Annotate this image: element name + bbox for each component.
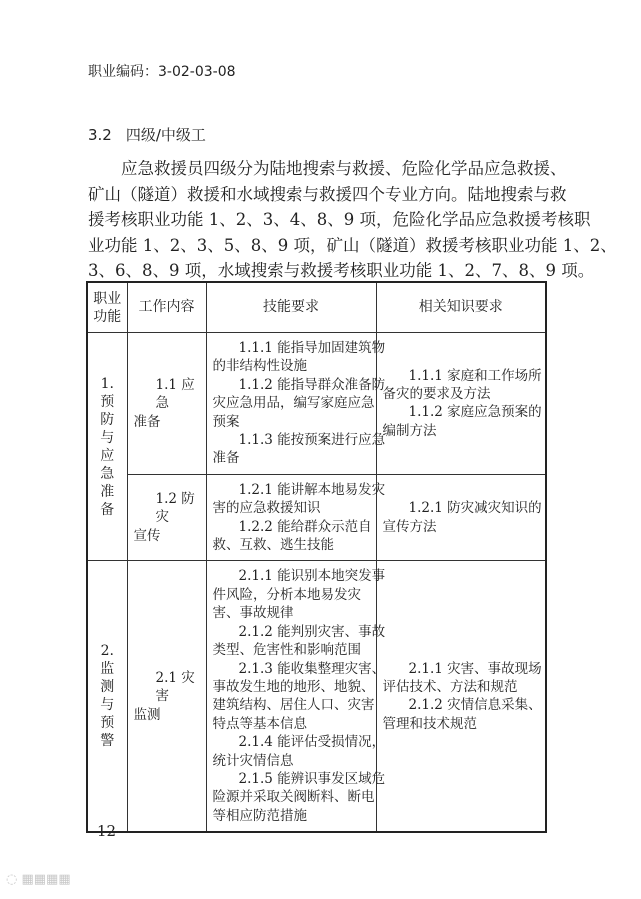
paragraph-line: 矿山（隧道）救援和水域搜索与救援四个专业方向。陆地搜索与救 [88, 184, 567, 204]
skill-text: 1.1.2 能指导群众准备防 [238, 376, 386, 393]
knowledge-text: 1.2.1 防灾减灾知识的 [408, 500, 542, 517]
skill-text: 1.2.1 能讲解本地易发灾 [238, 481, 386, 498]
skill-text: 统计灾情信息 [212, 752, 294, 769]
knowledge-cell [376, 561, 546, 832]
knowledge-text: 备灾的要求及方法 [382, 386, 491, 403]
knowledge-text: 宣传方法 [382, 518, 437, 535]
watermark-logo-icon: ◌ ▦▦▦▦ [6, 872, 71, 887]
function-text: 预 [100, 393, 115, 410]
header-skill: 技能要求 [206, 282, 376, 333]
function-text: 警 [100, 733, 115, 750]
paragraph-line: 业功能 1、2、3、5、8、9 项，矿山（隧道）救援考核职业功能 1、2、 [88, 235, 617, 255]
work-text: 监测 [133, 706, 161, 723]
function-text: 急 [100, 465, 115, 482]
skill-text: 险源并采取关阀断料、断电 [212, 789, 375, 806]
knowledge-cell [376, 333, 546, 475]
work-content-cell [127, 474, 206, 561]
skill-text: 件风险，分析本地易发灾 [212, 586, 361, 603]
knowledge-text: 2.1.2 灾情信息采集、 [408, 697, 542, 714]
skill-text: 的非结构性设施 [212, 358, 307, 375]
function-text: 应 [100, 447, 115, 464]
skill-text: 2.1.3 能收集整理灾害、 [238, 660, 386, 677]
paragraph-line: 3、6、8、9 项，水域搜索与救援考核职业功能 1、2、7、8、9 项。 [88, 261, 595, 280]
knowledge-text: 2.1.1 灾害、事故现场 [408, 660, 542, 677]
header-knowledge: 相关知识要求 [376, 282, 546, 333]
section-number: 3.2 [88, 126, 112, 144]
work-text: 2.1 灾害 [155, 669, 195, 705]
skill-text: 1.1.1 能指导加固建筑物 [238, 340, 386, 356]
function-cell [87, 333, 127, 561]
table-row [87, 561, 546, 832]
work-text: 宣传 [133, 527, 161, 544]
skill-text: 预案 [212, 413, 240, 430]
skills-table [86, 281, 547, 833]
work-text: 准备 [133, 413, 161, 430]
work-content-cell [127, 561, 206, 832]
table-row [87, 474, 546, 561]
header-function [87, 282, 127, 333]
knowledge-text: 编制方法 [382, 422, 437, 439]
occupation-code: 职业编码：3-02-03-08 [88, 64, 236, 80]
skill-text: 1.2.2 能给群众示范自 [238, 518, 372, 535]
skill-text: 2.1.1 能识别本地突发事 [238, 568, 386, 585]
skill-text: 救、互救、逃生技能 [212, 537, 334, 554]
function-text: 测 [100, 679, 115, 696]
function-cell [87, 561, 127, 832]
skill-text: 2.1.2 能判别灾害、事故 [238, 623, 386, 640]
knowledge-text: 1.1.2 家庭应急预案的 [408, 404, 542, 421]
function-text: 备 [100, 501, 115, 518]
function-text: 1. [100, 375, 114, 392]
skill-cell [206, 561, 386, 832]
skill-text: 害的应急救援知识 [212, 500, 321, 517]
work-text: 1.1 应急 [155, 376, 195, 412]
skill-text: 准备 [212, 450, 240, 467]
skill-text: 事故发生地的地形、地貌、 [212, 678, 375, 695]
paragraph-line: 应急救援员四级分为陆地搜索与救援、危险化学品应急救援、 [121, 159, 567, 178]
function-text: 监 [100, 661, 115, 678]
function-text: 与 [100, 429, 115, 446]
knowledge-text: 管理和技术规范 [382, 715, 477, 732]
knowledge-text: 1.1.1 家庭和工作场所 [408, 367, 542, 384]
paragraph-line: 援考核职业功能 1、2、3、4、8、9 项，危险化学品应急救援考核职 [88, 210, 591, 229]
skill-text: 等相应防范措施 [212, 807, 307, 824]
knowledge-text: 评估技术、方法和规范 [382, 678, 518, 695]
skill-text: 灾应急用品，编写家庭应急 [212, 395, 375, 412]
section-heading [88, 124, 206, 145]
section-title: 四级/中级工 [125, 126, 206, 144]
function-text: 2. [100, 643, 114, 660]
knowledge-cell [376, 474, 546, 561]
skill-text: 类型、危害性和影响范围 [212, 642, 361, 659]
skill-text: 2.1.4 能评估受损情况， [238, 734, 386, 751]
table-header-row [87, 282, 546, 333]
skill-text: 1.1.3 能按预案进行应急 [238, 432, 386, 449]
skill-text: 建筑结构、居住人口、灾害 [212, 697, 375, 714]
skill-text: 害、事故规律 [212, 605, 294, 622]
function-text: 准 [100, 483, 115, 500]
work-content-cell [127, 333, 206, 475]
skill-text: 特点等基本信息 [212, 715, 307, 732]
function-text: 与 [100, 697, 115, 714]
skill-cell [206, 474, 386, 561]
work-text: 1.2 防灾 [155, 491, 195, 526]
page-number: 12 [97, 822, 117, 840]
function-text: 预 [100, 715, 115, 732]
skill-cell [206, 333, 386, 475]
skill-text: 2.1.5 能辨识事发区域危 [238, 770, 386, 787]
function-text: 防 [100, 411, 115, 428]
header-text: 职业 [93, 290, 122, 307]
intro-paragraph [88, 156, 617, 284]
header-work: 工作内容 [127, 282, 206, 333]
table-row [87, 333, 546, 475]
header-text: 功能 [93, 308, 122, 325]
